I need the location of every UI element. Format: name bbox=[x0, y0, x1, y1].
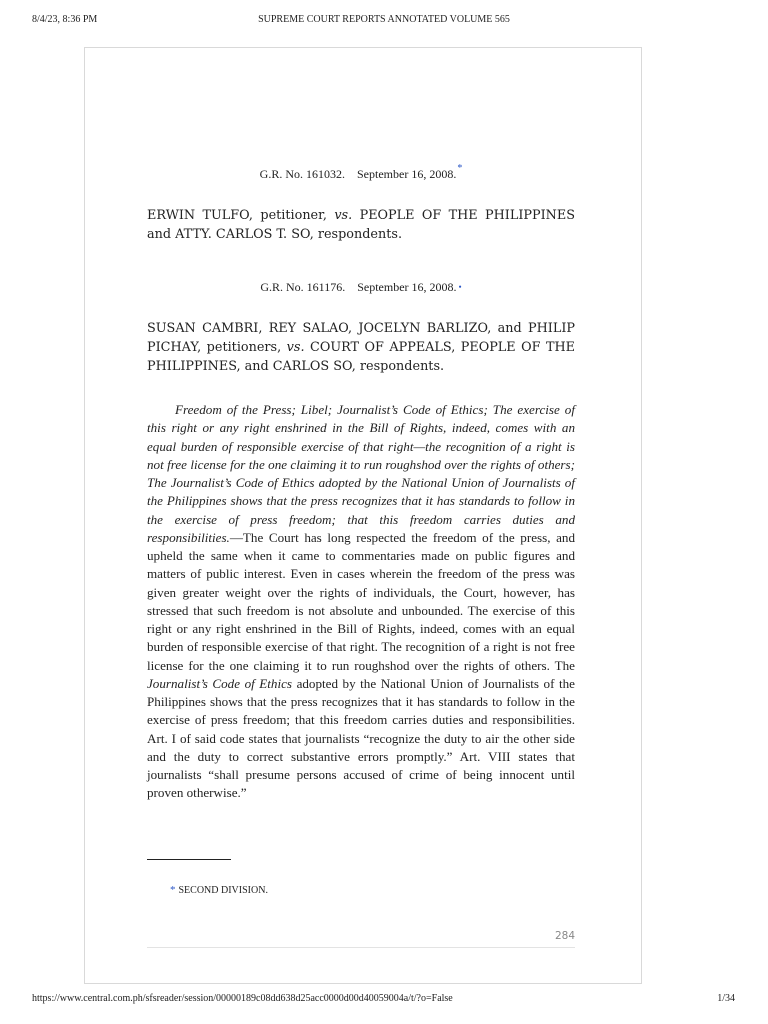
case1-versus: vs. bbox=[334, 208, 353, 223]
footnote-text: SECOND DIVISION. bbox=[178, 885, 268, 896]
footnote-divider bbox=[147, 859, 231, 860]
case1-parties bbox=[147, 206, 575, 244]
case1-gr-number: G.R. No. 161032. bbox=[259, 167, 345, 181]
footnote bbox=[170, 884, 268, 896]
page-bottom-divider bbox=[147, 947, 575, 948]
print-url: https://www.central.com.ph/sfsreader/session/00000189c08dd638d25acc0000d00d40059004a/t/?o=False bbox=[32, 993, 453, 1004]
case2-date: September 16, 2008. bbox=[357, 280, 457, 294]
page-number: 284 bbox=[554, 930, 575, 942]
case1-petitioners: ERWIN TULFO, petitioner, bbox=[147, 208, 327, 223]
case1-respondents: PEOPLE OF THE PHILIPPINES and ATTY. CARLOS T. SO, respondents. bbox=[147, 208, 575, 242]
case2-footnote-link[interactable]: • bbox=[458, 282, 462, 292]
syllabus-paragraph bbox=[147, 401, 575, 803]
syllabus-body-italic: Journalist’s Code of Ethics bbox=[147, 675, 293, 691]
print-header bbox=[0, 14, 768, 28]
syllabus-body-1: —The Court has long respected the freedom of the press, and upheld the same when it came to commentaries made on public figures and matters of public interest. Even in cases wherein the freedom of the press was given greater weight over the rights of individuals, the Court, however, has stressed that such freedom is not absolute and unbounded. The exercise of this right or any right enshrined in the Bill of Rights, indeed, comes with an equal burden of responsible exercise of that right. The recognition of a right is not free license for the one claiming it to run roughshod over the rights of others. The bbox=[147, 529, 575, 673]
case1-date: September 16, 2008. bbox=[357, 167, 457, 181]
case2-parties bbox=[147, 319, 575, 376]
syllabus-body-2: adopted by the National Union of Journalists of the Philippines shows that the press recognizes that it has standards to follow in the exercise of press freedom; that this freedom carries duties and responsibilities. Art. I of said code states that journalists “recognize the duty to air the other side and the duty to correct substantive errors promptly.” Art. VIII states that journalists “shall presume persons accused of crime of being innocent until proven otherwise.” bbox=[147, 675, 575, 801]
print-datetime: 8/4/23, 8:36 PM bbox=[32, 14, 98, 25]
case2-number-line bbox=[147, 280, 575, 295]
footnote-marker-link[interactable]: * bbox=[170, 884, 176, 896]
case2-petitioners: SUSAN CAMBRI, REY SALAO, JOCELYN BARLIZO, and PHILIP PICHAY, petitioners, bbox=[147, 321, 575, 355]
print-title: SUPREME COURT REPORTS ANNOTATED VOLUME 565 bbox=[258, 14, 510, 25]
print-footer bbox=[0, 993, 768, 1007]
case1-number-line bbox=[147, 163, 575, 182]
case2-gr-number: G.R. No. 161176. bbox=[260, 280, 346, 294]
syllabus-headnote: Freedom of the Press; Libel; Journalist’s Code of Ethics; The exercise of this right or any right enshrined in the Bill of Rights, indeed, comes with an equal burden of responsible exercise of that right—the recognition of a right is not free license for the one claiming it to run roughshod over the rights of others; The Journalist’s Code of Ethics adopted by the National Union of Journalists of the Philippines shows that the press recognizes that it has standards to follow in the exercise of press freedom; that this freedom carries duties and responsibilities. bbox=[147, 402, 575, 545]
print-page-count: 1/34 bbox=[717, 993, 735, 1004]
case2-respondents: COURT OF APPEALS, PEOPLE OF THE PHILIPPINES, and CARLOS SO, respondents. bbox=[147, 340, 575, 374]
case1-footnote-link[interactable]: * bbox=[457, 163, 463, 174]
case2-versus: vs. bbox=[286, 340, 305, 355]
